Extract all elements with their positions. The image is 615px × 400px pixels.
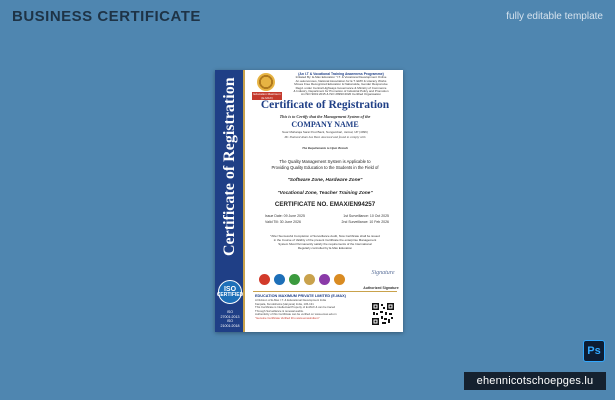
watermark-banner: ehennicotschoepges.lu [464,372,606,390]
photoshop-icon: Ps [583,340,605,362]
first-surveillance: 1st Surveillance: 10 Oct 2025 [343,214,389,218]
iso-badge-label: CERTIFIED [216,292,244,298]
issuer-line: Moves Free Recognized Education & Nationwide, Gender Responsive [294,82,388,87]
iso-certified-icon [218,280,242,304]
authorized-signature-label: Authorized Signature [363,286,399,290]
accreditation-logo-icon [304,274,315,285]
note-line: in the Course of Validity of the present Certificate the enterprise Management [273,238,377,242]
verification-line: "Genuine Certificate Verified thru www.emaxindia.in" [255,315,320,320]
issue-date: Issue Date: 09 June 2025 [265,214,305,218]
sidebar-title: Certificate of Registration [221,77,238,256]
accreditation-logo-icon [319,274,330,285]
issuer-line: Regd. under Central Highways Governance & Ministry of Commerce [295,85,387,90]
note-line: *After Successful Completion of Surveillance Audit, Now Certificate shall be issued [270,234,380,238]
accreditation-logo-icon [289,274,300,285]
certificate-body [249,70,401,332]
assessment-statement: Mr. Shaheed Alam has Been Assessed and found to comply with [284,135,366,139]
disclaimer-line: Authenticity of this Certificate can be verified on www.emax.edu.in [255,312,337,317]
valid-till: Valid Till: 30 June 2026 [265,219,301,224]
disclaimer-line: Through Surveillance & renewal audits. [255,308,304,313]
company-name: COMPANY NAME [291,120,359,129]
accreditation-logos [259,272,363,286]
scope-line: The Quality Management System is Applicable to [279,159,371,164]
note-line: System Must Permanently satisfy the requirements of the International [278,242,372,246]
sidebar-code: ISO 27001:2013 [220,310,240,319]
requirement-statement: The Requirements to Open Branch [301,146,349,150]
second-surveillance: 2nd Surveillance: 10 Feb 2026 [341,219,389,224]
issuer-line: (An I.T & Vocational Training Awareness Programme) [298,72,384,76]
issuer-line: & Industry, Department for Promotion of Industrial Policy and Promotion [293,89,389,94]
page-title: BUSINESS CERTIFICATE [12,8,201,25]
sidebar-code: ISO 21001:2018 [220,319,240,329]
issuer-line: Initiated By: E-Max Education "I.T. & Vocational Development Online [295,75,387,80]
issuer-name: EDUCATION MAXIMUM PRIVATE LIMITED (E-MAX) [255,294,346,298]
zone-primary: "Software Zone, Hardware Zone" [287,178,363,183]
accreditation-logo-icon [334,274,345,285]
issuer-line: An ISO 9001:2015 & ISO 29993:2020 Certified Organisation [300,92,382,97]
company-address: Near Maharaja Sarai Post Back, Nungambari, Jaimal, UP (4996) [282,130,368,134]
certificate-footer [255,294,357,321]
certify-statement: This is to Certify that the Management System of the [279,114,371,119]
signature: Signature [371,270,395,276]
page-subtitle: fully editable template [506,11,603,22]
accreditation-logo-icon [274,274,285,285]
qr-code-icon [371,302,395,326]
iso-badge-top: ISO [223,286,237,293]
certificate-title: Certificate of Registration [260,99,390,111]
date-row [265,220,389,226]
scope-statement [255,159,395,171]
accreditation-logo-icon [259,274,270,285]
footer-divider [253,291,397,292]
seal-tag: Education Maximum (E-MAX) [253,92,281,100]
issuer-address-line: A Division of E-Max I.T. & Educational Development India [255,298,326,302]
certificate-sidebar [215,70,245,332]
scope-line: Providing Quality Education to the Students in the Field of [271,165,379,170]
disclaimer-line: This Certificate is Intellectual Property of E-MAX & can be traced [255,305,336,310]
issuer-address-line: Kanpala, Kurukshetra (Haryana) India, 136-131 [255,301,314,306]
certificate-number: CERTIFICATE NO. EMAX/EN94257 [274,201,376,208]
certificate-document [215,70,403,332]
surveillance-note [255,234,395,250]
zone-secondary: "Vocational Zone, Teacher Training Zone" [277,191,373,196]
note-line: Regularly controlled by E-Max Education [297,246,353,250]
issuer-line: An autonomous, National Association for E.T. EMX & Literacy Works [295,78,387,83]
validity-dates [265,214,389,225]
sidebar-iso-codes [217,310,243,329]
emblem-seal-icon [257,73,275,91]
issuer-header [283,73,399,97]
